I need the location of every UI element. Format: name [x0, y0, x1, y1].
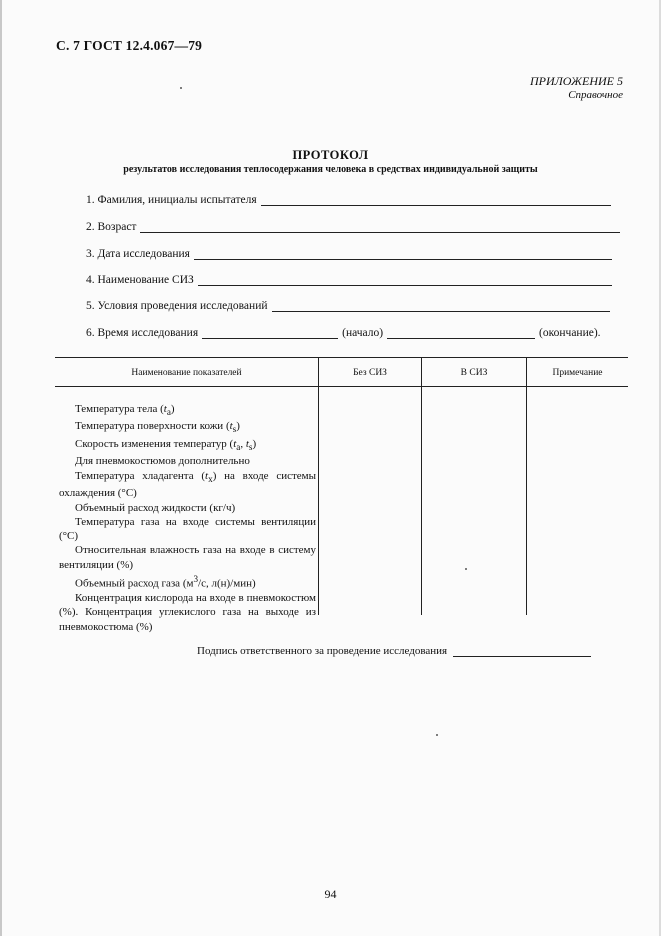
appendix-block: [530, 74, 623, 102]
signature-line: [197, 645, 591, 657]
field-tester-label: 1. Фамилия, инициалы испытателя: [86, 194, 257, 206]
header-without-ppe: Без СИЗ: [353, 368, 387, 378]
field-conditions-label: 5. Условия проведения исследований: [86, 300, 268, 312]
field-time-start-line[interactable]: [202, 328, 338, 339]
table-col-divider-2: [421, 357, 422, 615]
table-top-rule: [55, 357, 628, 358]
field-ppe-label: 4. Наименование СИЗ: [86, 274, 194, 286]
field-tester-line[interactable]: [261, 195, 611, 206]
table-header-rule: [55, 386, 628, 387]
row-coolant: Температура хладагента $(t_x)$ на входе системы охлаждения (°С): [59, 469, 317, 500]
field-date-label: 3. Дата исследования: [86, 248, 190, 260]
row-temp-rate: Скорость изменения температур ($t_a$, $t_s$): [75, 437, 257, 453]
header-note: Примечание: [552, 368, 603, 378]
protocol-subtitle: результатов исследования теплосодержания человека в средствах индивидуальной защиты: [123, 164, 538, 175]
field-time-label: 6. Время исследования: [86, 327, 199, 339]
row-body-temp: Температура тела $(t_a)$: [75, 403, 175, 418]
row-pneumo: Для пневмокостюмов дополнительно: [75, 455, 250, 468]
field-conditions: [86, 300, 610, 312]
scan-speck: [436, 734, 438, 736]
protocol-title: ПРОТОКОЛ: [292, 148, 369, 162]
row-oxygen-co2: Концентрация кислорода на входе в пневмокостюм (%). Концентрация углекислого газа на выходе из пневмокостюма (%): [59, 591, 316, 633]
field-age-line[interactable]: [140, 222, 620, 233]
field-date: [86, 248, 612, 260]
appendix-type: Справочное: [568, 89, 623, 101]
header-with-ppe: В СИЗ: [460, 368, 488, 378]
document-reference: С. 7 ГОСТ 12.4.067—79: [56, 38, 203, 53]
table-col-divider-3: [526, 357, 527, 615]
row-gas-temp: Температура газа на входе системы вентиляции (°С): [59, 515, 316, 543]
signature-label: Подпись ответственного за проведение исследования: [197, 645, 448, 657]
page-number: 94: [324, 887, 337, 901]
indicator-list: [59, 402, 316, 634]
field-ppe: [86, 274, 612, 286]
field-time: [86, 327, 601, 339]
field-age: [86, 221, 620, 233]
field-time-start-label: (начало): [342, 327, 384, 339]
page-left-edge: [0, 0, 2, 936]
scan-speck: [465, 568, 467, 570]
appendix-label: ПРИЛОЖЕНИЕ 5: [530, 74, 623, 88]
table-col-divider-1: [318, 357, 319, 615]
row-skin-temp: Температура поверхности кожи $(t_s)$: [75, 420, 240, 435]
field-tester: [86, 194, 611, 206]
field-time-end-line[interactable]: [387, 328, 535, 339]
scan-speck: [180, 87, 182, 89]
field-ppe-line[interactable]: [198, 275, 612, 286]
field-time-end-label: (окончание).: [539, 327, 601, 339]
row-liquid-flow: Объемный расход жидкости (кг/ч): [75, 501, 236, 514]
row-humidity: Относительная влажность газа на входе в систему вентиляции (%): [59, 544, 316, 571]
field-age-label: 2. Возраст: [86, 221, 137, 233]
header-indicator: Наименование показателей: [131, 368, 242, 378]
row-gas-flow: Объемный расход газа ($м^3/с$, л(н)/мин): [75, 574, 256, 590]
field-date-line[interactable]: [194, 249, 612, 260]
signature-field[interactable]: [453, 646, 591, 657]
field-conditions-line[interactable]: [272, 301, 610, 312]
